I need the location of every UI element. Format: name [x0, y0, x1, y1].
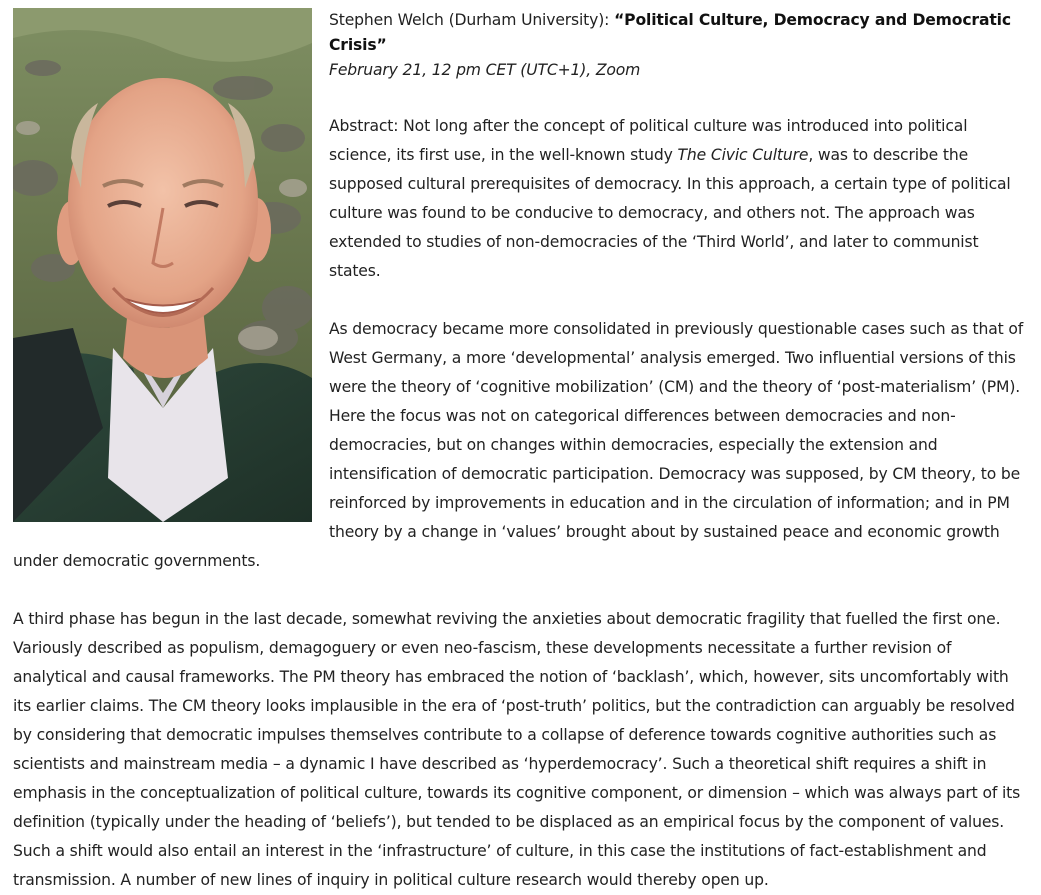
abstract-paragraph-2: As democracy became more consolidated in previously questionable cases such as that of West Germany, a more ‘developmental’ analysis emerged. Two influential versions of this were the theory of ‘cognitive mobilization’ (CM) and the theory of ‘post-materialism’ (PM). Here the focus was not on categorical differences between democracies and non-democracies, but on changes within democracies, especially the extension and intensification of democratic participation. Democracy was supposed, by CM theory, to be reinforced by improvements in education and in the circulation of information; and in PM theory by a change in ‘values’ brought about by sustained peace and economic growth under democratic governments. — [13, 320, 1024, 570]
talk-title: “Political Culture, Democracy and Democratic Crisis” — [329, 11, 1011, 54]
abstract-paragraph-3: A third phase has begun in the last decade, somewhat reviving the anxieties about democratic fragility that fuelled the first one. Variously described as populism, demagoguery or even neo-fascism, these developments necessitate a further revision of analytical and causal frameworks. The PM theory has embraced the notion of ‘backlash’, which, however, sits uncomfortably with its earlier claims. The CM theory looks implausible in the era of ‘post-truth’ politics, but the contradiction can arguably be resolved by considering that democratic impulses themselves contribute to a collapse of deference towards cognitive authorities such as scientists and mainstream media – a dynamic I have described as ‘hyperdemocracy’. Such a theoretical shift requires a shift in emphasis in the conceptualization of political culture, towards its cognitive component, or dimension – which was always part of its definition (typically under the heading of ‘beliefs’), but tended to be displaced as an empirical focus by the component of values. Such a shift would also entail an interest in the ‘infrastructure’ of culture, in this case the institutions of fact-establishment and transmission. A number of new lines of inquiry in political culture research would thereby open up. — [13, 610, 1021, 889]
speaker-photo — [13, 8, 312, 522]
book-title: The Civic Culture — [677, 146, 809, 164]
abstract-p1-before: Abstract: Not long after the concept of political culture was introduced into political science, its first use, in the well-known study — [329, 117, 968, 164]
event-datetime: February 21, 12 pm CET (UTC+1), Zoom — [329, 61, 641, 79]
abstract-p1-after: , was to describe the supposed cultural prerequisites of democracy. In this approach, a certain type of political culture was found to be conducive to democracy, and others not. The approach was extended to studies of non-democracies of the ‘Third World’, and later to communist states. — [329, 146, 1011, 280]
speaker-affiliation: Stephen Welch (Durham University): — [329, 11, 610, 29]
